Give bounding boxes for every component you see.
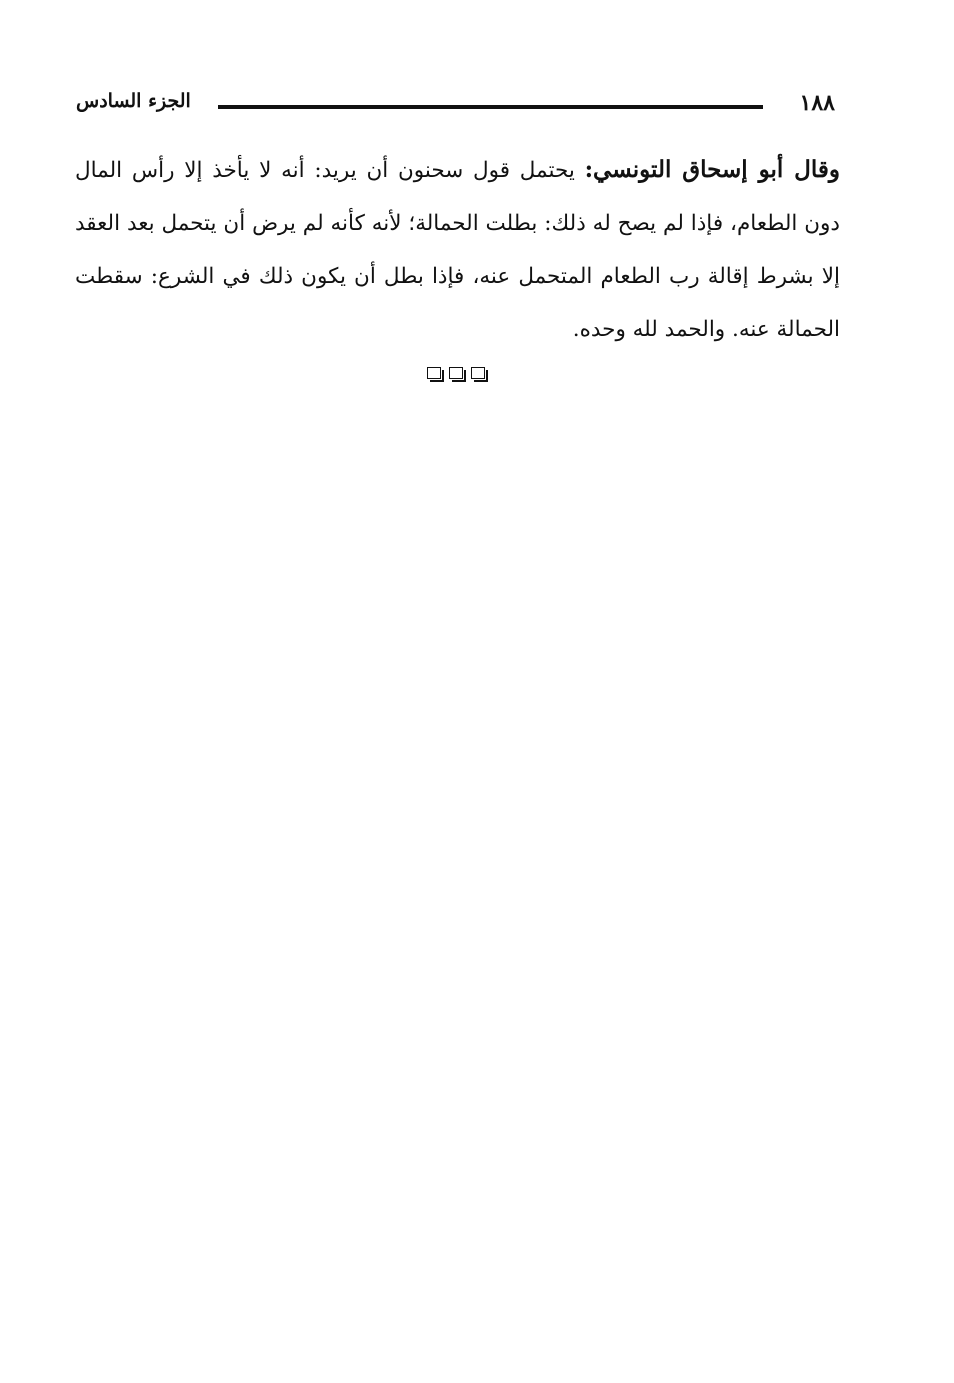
header-rule (218, 105, 763, 109)
section-end-ornament-icon (427, 367, 497, 385)
paragraph (75, 143, 840, 356)
page-number: ١٨٨ (799, 90, 835, 116)
running-title: الجزء السادس (76, 90, 191, 112)
ornament-square-icon (471, 367, 487, 381)
paragraph-text: يحتمل قول سحنون أن يريد: أنه لا يأخذ إلا رأس المال دون الطعام، فإذا لم يصح له ذلك: بطلت الحمالة؛ لأنه كأنه لم يرض أن يتحمل بعد العقد إلا بشرط إقالة رب الطعام المتحمل عنه، فإذا بطل أن يكون ذلك في الشرع: سقطت الحمالة عنه. والحمد لله وحده. (75, 158, 840, 342)
page-header (70, 84, 845, 120)
ornament-square-icon (449, 367, 465, 381)
ornament-square-icon (427, 367, 443, 381)
speaker-name: وقال أبو إسحاق التونسي: (584, 156, 840, 183)
main-paragraph-block (75, 143, 840, 356)
